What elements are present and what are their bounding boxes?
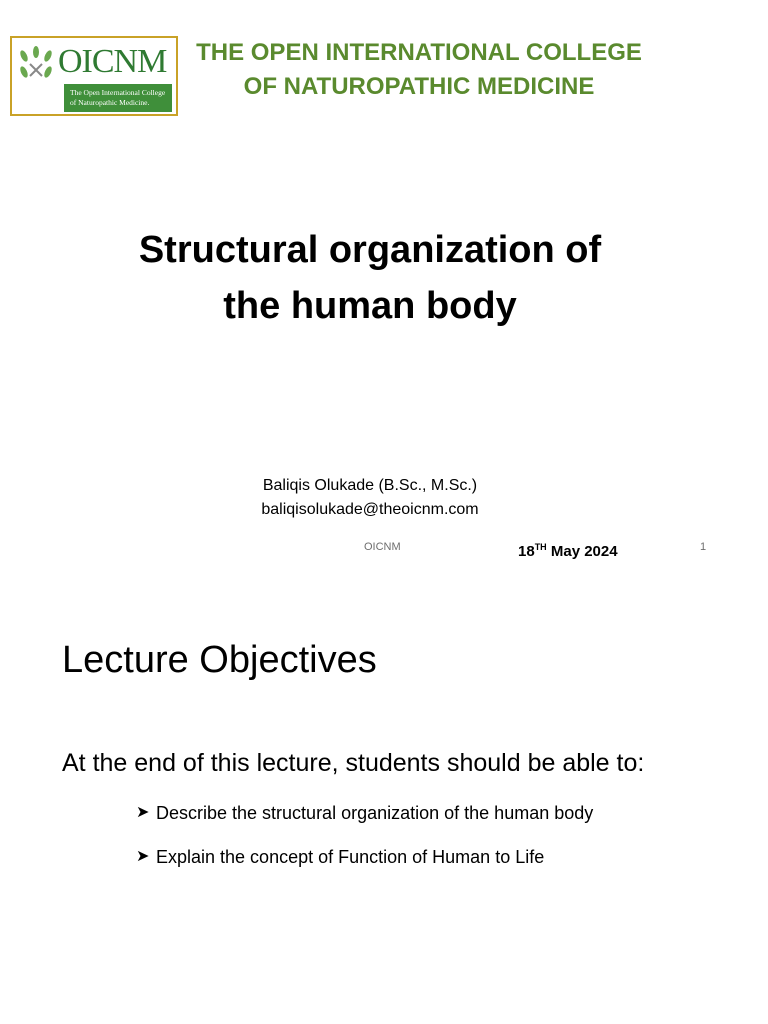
list-item xyxy=(136,800,593,826)
college-name-line1: THE OPEN INTERNATIONAL COLLEGE xyxy=(196,39,642,66)
arrow-bullet-icon: ➤ xyxy=(136,804,150,821)
arrow-bullet-icon: ➤ xyxy=(136,848,150,865)
slide-title-line2: the human body xyxy=(223,285,517,327)
objectives-list xyxy=(136,800,593,888)
leaf-emblem-icon xyxy=(16,44,56,84)
author-name: Baliqis Olukade (B.Sc., M.Sc.) xyxy=(262,477,478,494)
list-item xyxy=(136,844,593,870)
college-name-line2: OF NATUROPATHIC MEDICINE xyxy=(243,73,595,100)
slide-title xyxy=(60,222,680,334)
author-email: baliqisolukade@theoicnm.com xyxy=(261,501,479,518)
logo-brand: OICNM xyxy=(58,43,167,80)
date-rest: May 2024 xyxy=(546,543,618,560)
college-logo xyxy=(10,36,178,116)
college-name xyxy=(190,36,648,104)
slide-title-line1: Structural organization of xyxy=(138,229,602,271)
objective-text: Describe the structural organization of the human body xyxy=(156,803,594,823)
objectives-heading: Lecture Objectives xyxy=(62,639,377,681)
slide-date xyxy=(518,542,618,560)
objective-text: Explain the concept of Function of Human to Life xyxy=(156,847,545,867)
date-day: 18 xyxy=(518,543,535,560)
footer-label: OICNM xyxy=(364,541,401,553)
objectives-intro: At the end of this lecture, students should be able to: xyxy=(62,749,645,777)
page-number: 1 xyxy=(700,541,707,553)
logo-tagline: The Open International College of Naturopathic Medicine. xyxy=(64,84,172,112)
author-block xyxy=(200,474,540,522)
date-suffix: TH xyxy=(534,542,547,552)
